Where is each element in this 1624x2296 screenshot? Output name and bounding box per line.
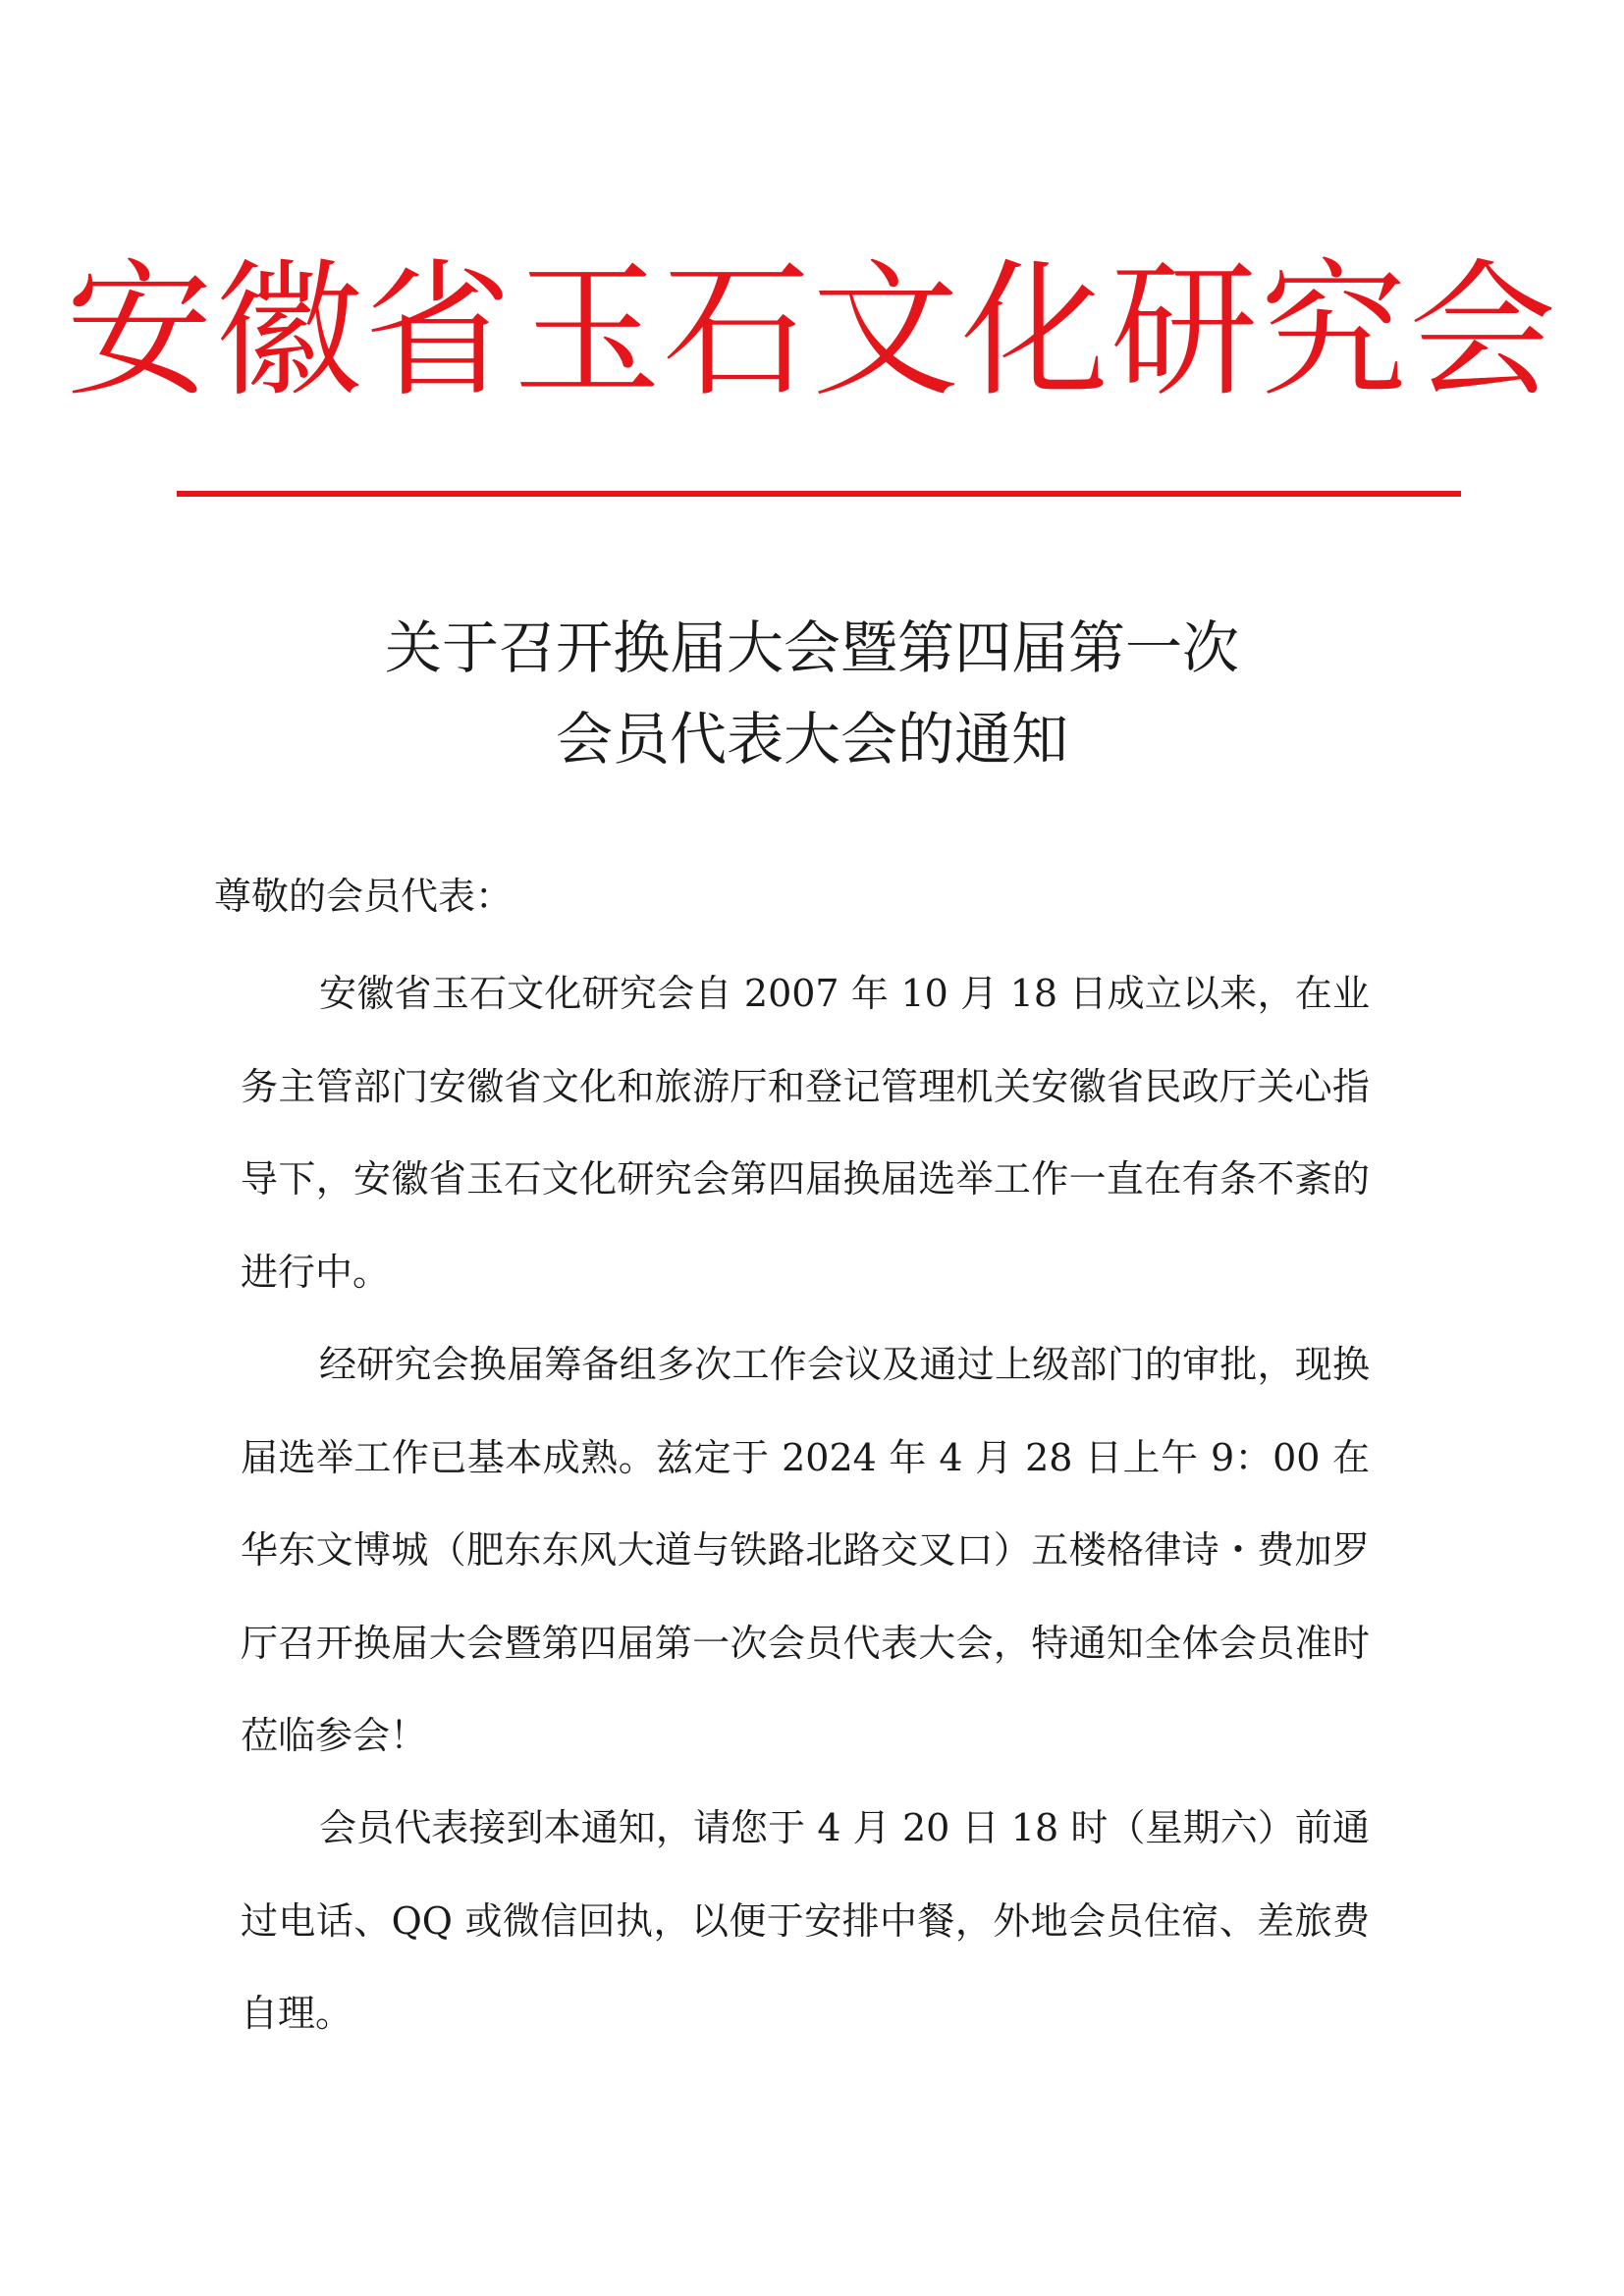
body-paragraph: 会员代表接到本通知，请您于 4 月 20 日 18 时（星期六）前通过电话、QQ 或微信回执，以便于安排中餐，外地会员住宿、差旅费自理。 [241, 1806, 1370, 2035]
notice-title-line-2: 会员代表大会的通知 [555, 706, 1068, 773]
notice-title-line-1: 关于召开换届大会暨第四届第一次 [384, 614, 1239, 681]
salutation: 尊敬的会员代表： [214, 875, 514, 918]
body-paragraph: 安徽省玉石文化研究会自 2007 年 10 月 18 日成立以来，在业务主管部门安徽省文化和旅游厅和登记管理机关安徽省民政厅关心指导下，安徽省玉石文化研究会第四届换届选举工作一直在有条不紊的进行中。 [241, 972, 1370, 1294]
body-paragraph: 经研究会换届筹备组多次工作会议及通过上级部门的审批，现换届选举工作已基本成熟。兹定于 2024 年 4 月 28 日上午 9：00 在华东文博城（肥东东风大道与铁路北路交叉口）五楼格律诗・费加罗厅召开换届大会暨第四届第一次会员代表大会，特通知全体会员准时莅临参会！ [241, 1343, 1370, 1757]
organization-name-header: 安徽省玉石文化研究会 [65, 246, 1558, 417]
header-red-rule [177, 491, 1461, 497]
